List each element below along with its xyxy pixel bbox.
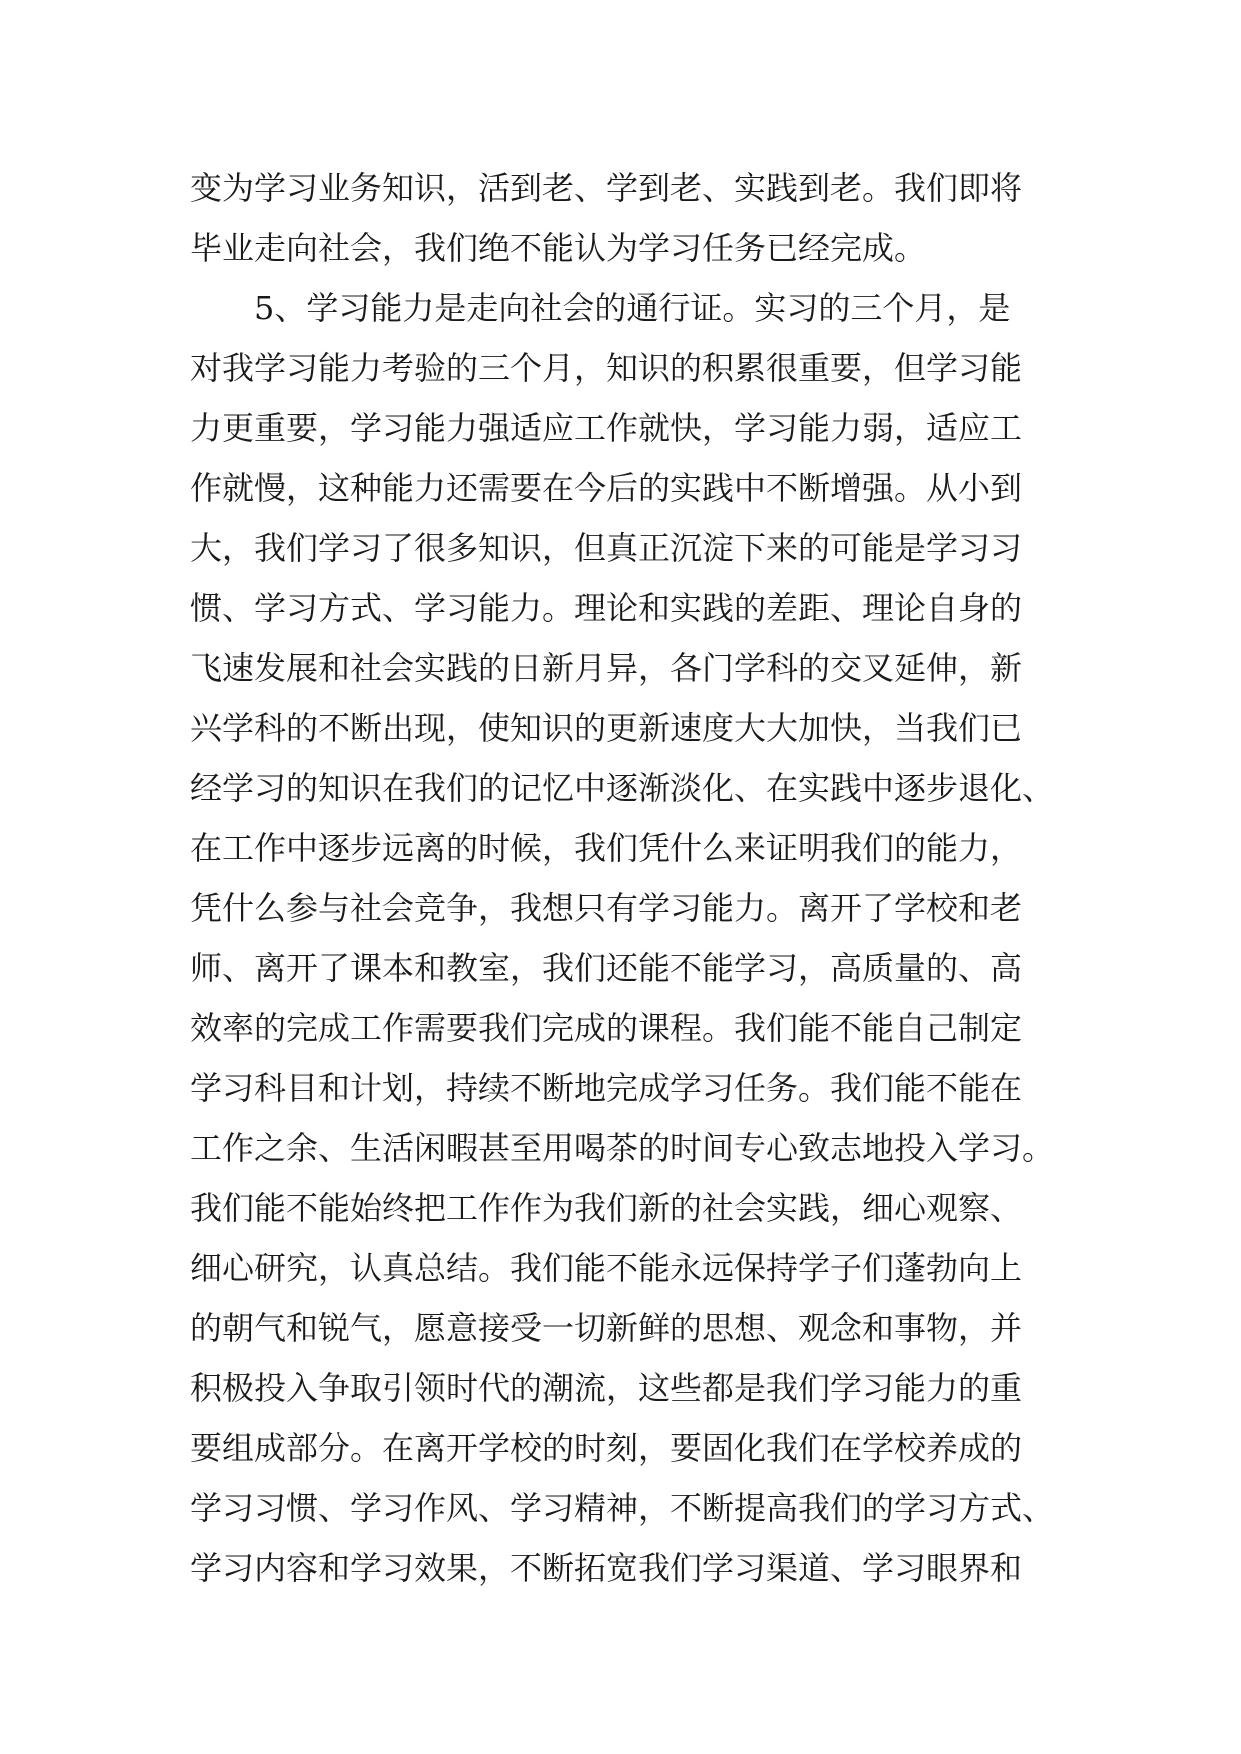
text-line: 兴学科的不断出现，使知识的更新速度大大加快，当我们已 [190, 709, 1023, 747]
text-line: 大，我们学习了很多知识，但真正沉淀下来的可能是学习习 [190, 529, 1023, 567]
text-line: 细心研究，认真总结。我们能不能永远保持学子们蓬勃向上 [190, 1249, 1023, 1287]
text-line: 学习内容和学习效果，不断拓宽我们学习渠道、学习眼界和 [190, 1549, 1023, 1587]
text-line: 作就慢，这种能力还需要在今后的实践中不断增强。从小到 [190, 469, 1023, 507]
text-line: 效率的完成工作需要我们完成的课程。我们能不能自己制定 [190, 1009, 1023, 1047]
text-line: 毕业走向社会，我们绝不能认为学习任务已经完成。 [190, 229, 927, 267]
text-line: 5、学习能力是走向社会的通行证。实习的三个月，是 [254, 289, 1011, 327]
text-line: 对我学习能力考验的三个月，知识的积累很重要，但学习能 [190, 349, 1023, 387]
text-line: 师、离开了课本和教室，我们还能不能学习，高质量的、高 [190, 949, 1023, 987]
body-text [190, 158, 1070, 1598]
text-line: 的朝气和锐气，愿意接受一切新鲜的思想、观念和事物，并 [190, 1309, 1023, 1347]
text-line: 凭什么参与社会竞争，我想只有学习能力。离开了学校和老 [190, 889, 1023, 927]
text-line: 惯、学习方式、学习能力。理论和实践的差距、理论自身的 [190, 589, 1023, 627]
text-line: 要组成部分。在离开学校的时刻，要固化我们在学校养成的 [190, 1429, 1023, 1467]
text-line: 经学习的知识在我们的记忆中逐渐淡化、在实践中逐步退化、 [190, 769, 1055, 807]
text-line: 变为学习业务知识，活到老、学到老、实践到老。我们即将 [190, 169, 1023, 207]
text-line: 学习科目和计划，持续不断地完成学习任务。我们能不能在 [190, 1069, 1023, 1107]
text-line: 我们能不能始终把工作作为我们新的社会实践，细心观察、 [190, 1189, 1023, 1227]
text-line: 积极投入争取引领时代的潮流，这些都是我们学习能力的重 [190, 1369, 1023, 1407]
text-line: 力更重要，学习能力强适应工作就快，学习能力弱，适应工 [190, 409, 1023, 447]
text-line: 工作之余、生活闲暇甚至用喝茶的时间专心致志地投入学习。 [190, 1129, 1055, 1167]
text-line: 学习习惯、学习作风、学习精神，不断提高我们的学习方式、 [190, 1489, 1055, 1527]
text-line: 飞速发展和社会实践的日新月异，各门学科的交叉延伸，新 [190, 649, 1023, 687]
text-line: 在工作中逐步远离的时候，我们凭什么来证明我们的能力， [190, 829, 1023, 867]
